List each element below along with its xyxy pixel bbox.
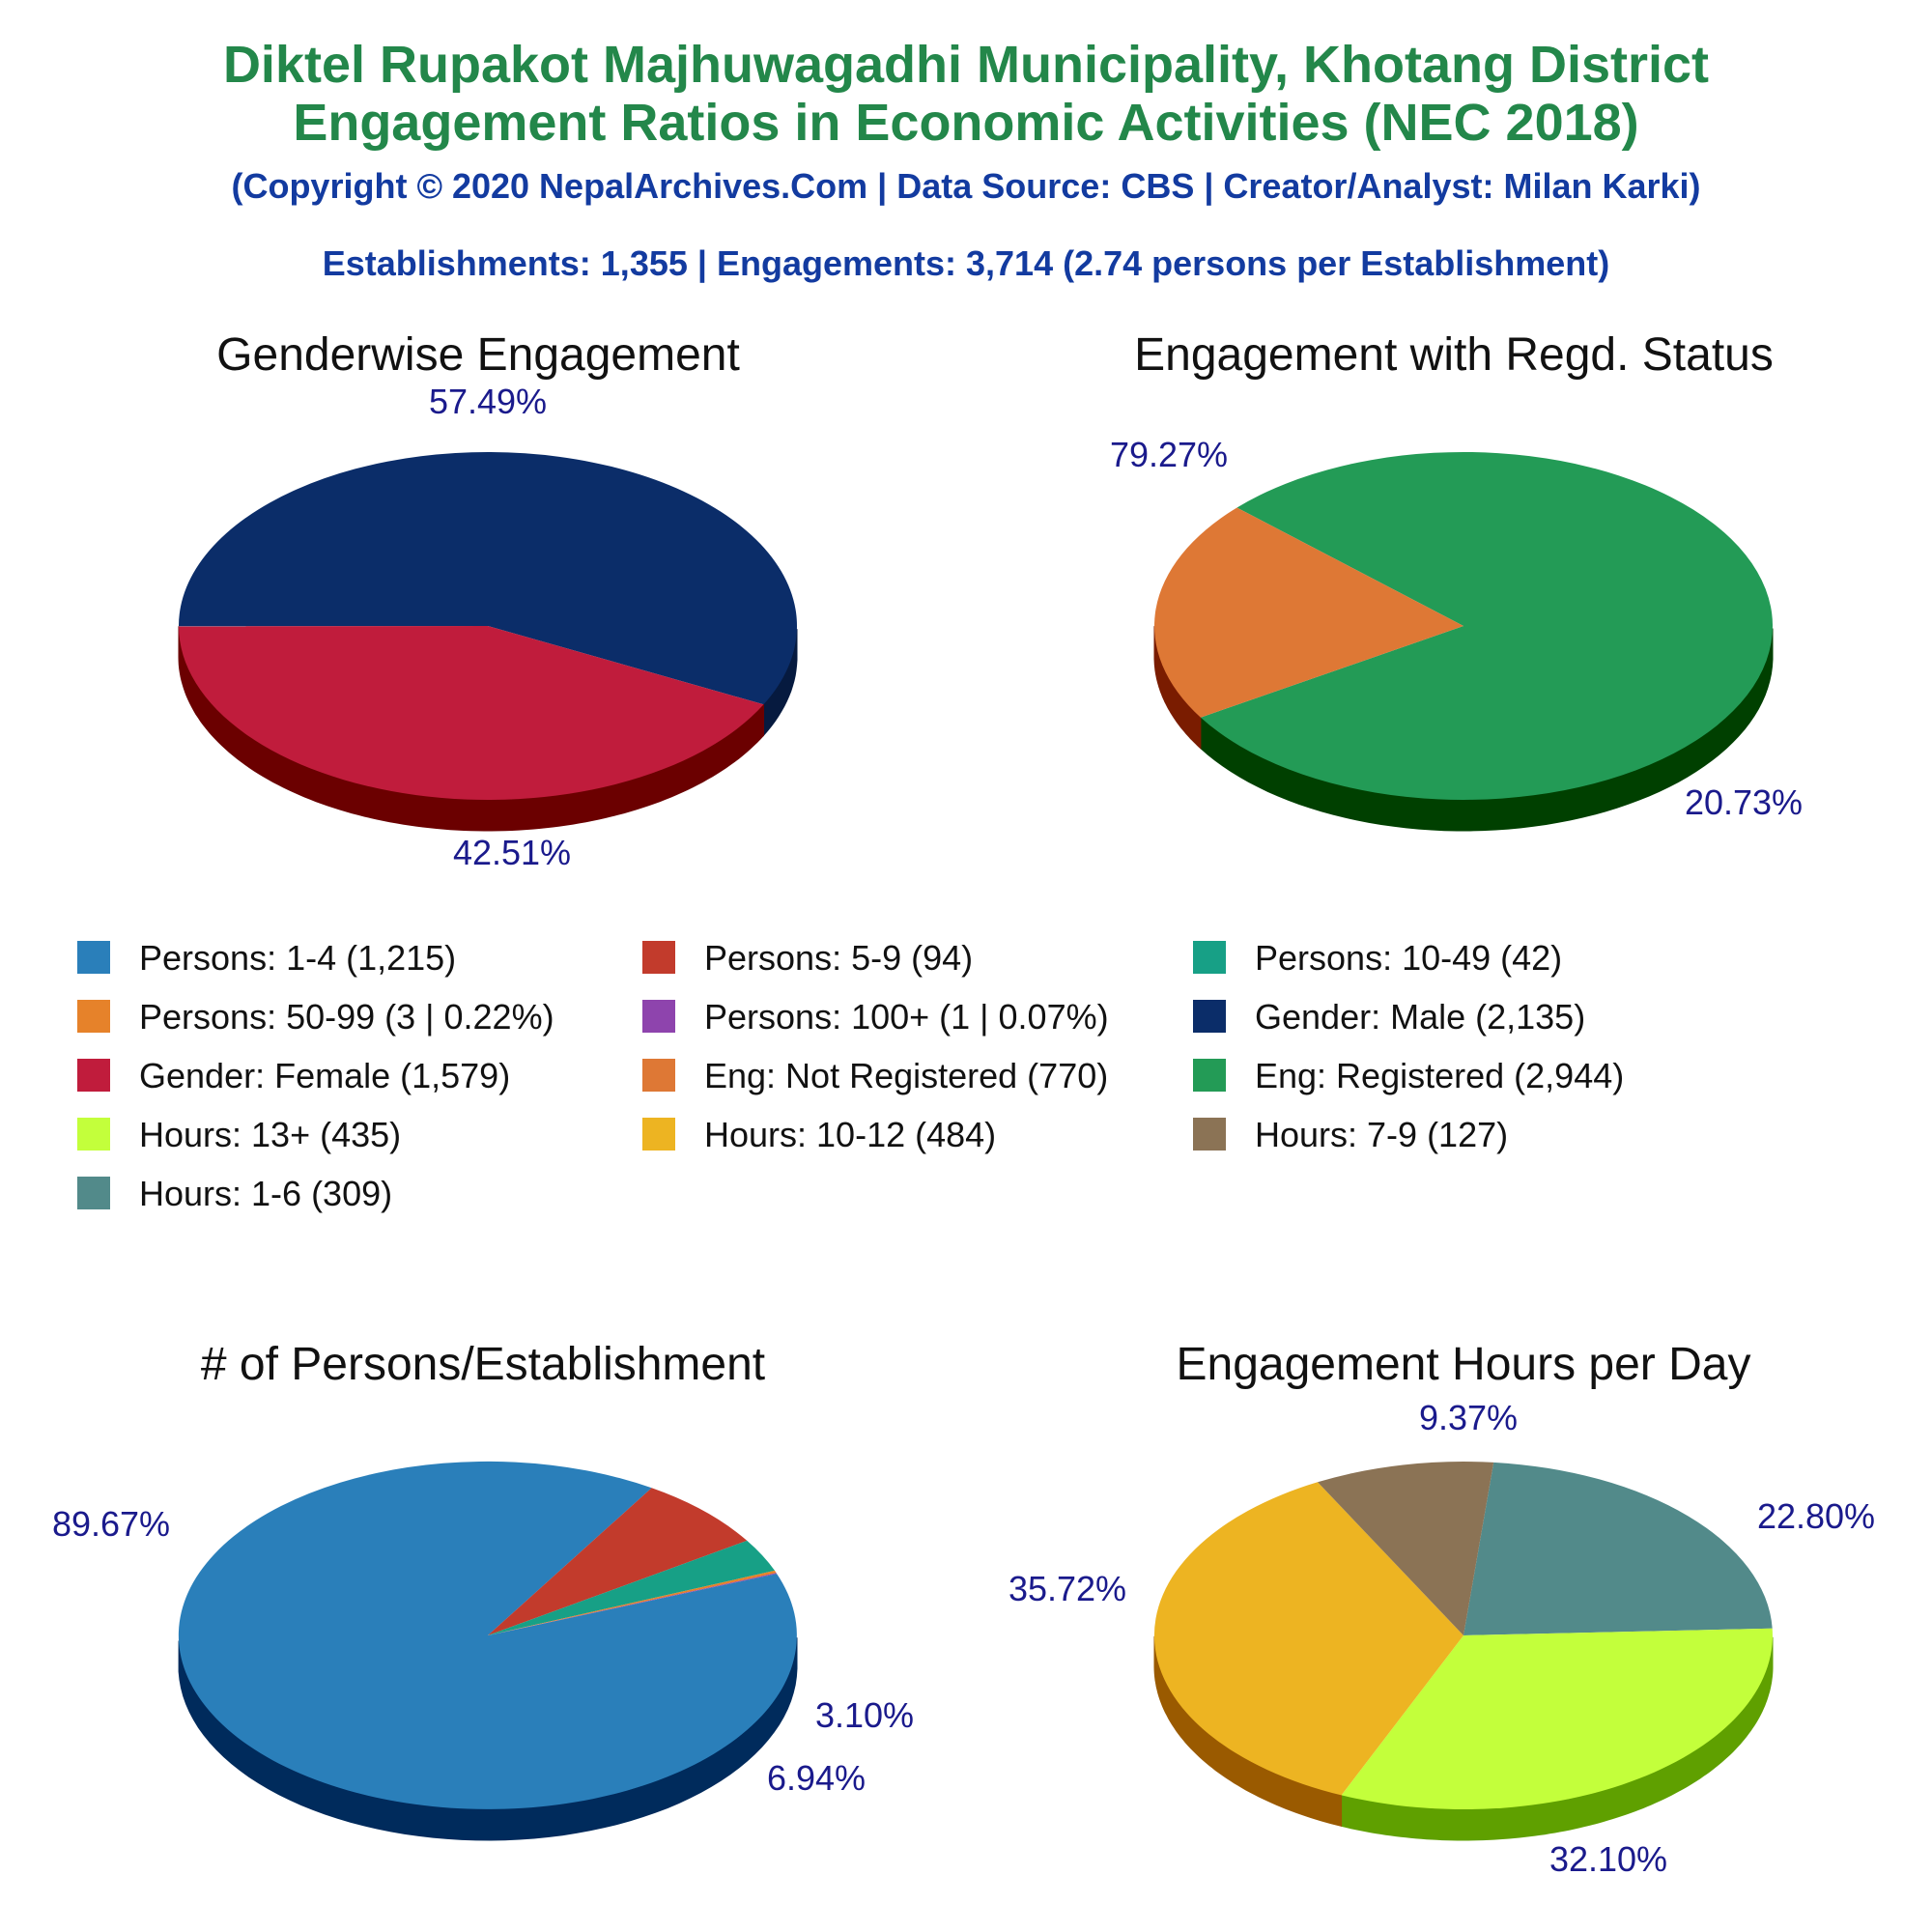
legend-item — [77, 1055, 510, 1097]
legend-item — [77, 996, 554, 1038]
legend-swatch — [77, 1000, 110, 1033]
legend-item — [642, 1055, 1108, 1097]
legend-item — [1193, 1114, 1508, 1156]
legend-item — [642, 1114, 996, 1156]
legend-swatch — [1193, 941, 1226, 974]
legend-label: Persons: 5-9 (94) — [704, 938, 974, 978]
slice-percent-label: 6.94% — [766, 1758, 867, 1798]
legend-label: Hours: 10-12 (484) — [704, 1115, 997, 1154]
legend-swatch — [642, 1118, 675, 1151]
legend-swatch — [77, 1118, 110, 1151]
pie-title-persons: # of Persons/Establishment — [200, 1339, 766, 1390]
legend-label: Hours: 1-6 (309) — [139, 1174, 393, 1213]
legend-label: Persons: 100+ (1 | 0.07%) — [704, 997, 1109, 1037]
summary-line: Establishments: 1,355 | Engagements: 3,714 (2.74 persons per Establishment) — [322, 243, 1610, 283]
legend-swatch — [77, 1177, 110, 1209]
legend-swatch — [642, 941, 675, 974]
pie-title-gender: Genderwise Engagement — [216, 329, 740, 381]
slice-percent-label: 79.27% — [1109, 435, 1229, 474]
legend-label: Persons: 1-4 (1,215) — [139, 938, 457, 978]
legend-item — [1193, 996, 1585, 1038]
pie-slice — [1463, 1463, 1773, 1635]
legend-item — [642, 937, 973, 980]
legend-label: Eng: Not Registered (770) — [704, 1056, 1109, 1095]
legend-label: Persons: 10-49 (42) — [1255, 938, 1563, 978]
slice-percent-label: 9.37% — [1418, 1398, 1519, 1437]
legend-swatch — [1193, 1000, 1226, 1033]
legend-swatch — [642, 1059, 675, 1092]
legend-item — [77, 1114, 401, 1156]
legend-label: Hours: 13+ (435) — [139, 1115, 402, 1154]
chart-title-line2: Engagement Ratios in Economic Activities (NEC 2018) — [293, 94, 1639, 152]
copyright-line: (Copyright © 2020 NepalArchives.Com | Data Source: CBS | Creator/Analyst: Milan Karki) — [231, 166, 1701, 206]
slice-percent-label: 3.10% — [814, 1695, 915, 1735]
slice-percent-label: 42.51% — [452, 833, 572, 872]
legend-item — [1193, 1055, 1624, 1097]
slice-percent-label: 20.73% — [1684, 782, 1804, 822]
pie-title-regd: Engagement with Regd. Status — [1134, 329, 1774, 381]
legend-item — [1193, 937, 1562, 980]
legend-item — [77, 937, 456, 980]
chart-title-line1: Diktel Rupakot Majhuwagadhi Municipality, Khotang District — [222, 36, 1710, 94]
slice-percent-label: 57.49% — [428, 382, 548, 421]
legend-label: Persons: 50-99 (3 | 0.22%) — [139, 997, 554, 1037]
legend-swatch — [77, 941, 110, 974]
legend-swatch — [77, 1059, 110, 1092]
legend-item — [77, 1173, 392, 1215]
legend-swatch — [1193, 1059, 1226, 1092]
slice-percent-label: 89.67% — [51, 1504, 171, 1544]
legend-swatch — [642, 1000, 675, 1033]
legend-label: Eng: Registered (2,944) — [1255, 1056, 1625, 1095]
pie-title-hours: Engagement Hours per Day — [1176, 1339, 1751, 1390]
legend-item — [642, 996, 1109, 1038]
slice-percent-label: 22.80% — [1756, 1496, 1876, 1536]
legend-swatch — [1193, 1118, 1226, 1151]
legend-label: Gender: Female (1,579) — [139, 1056, 511, 1095]
legend-label: Gender: Male (2,135) — [1255, 997, 1586, 1037]
slice-percent-label: 35.72% — [1008, 1569, 1127, 1608]
slice-percent-label: 32.10% — [1548, 1839, 1668, 1879]
legend-label: Hours: 7-9 (127) — [1255, 1115, 1509, 1154]
